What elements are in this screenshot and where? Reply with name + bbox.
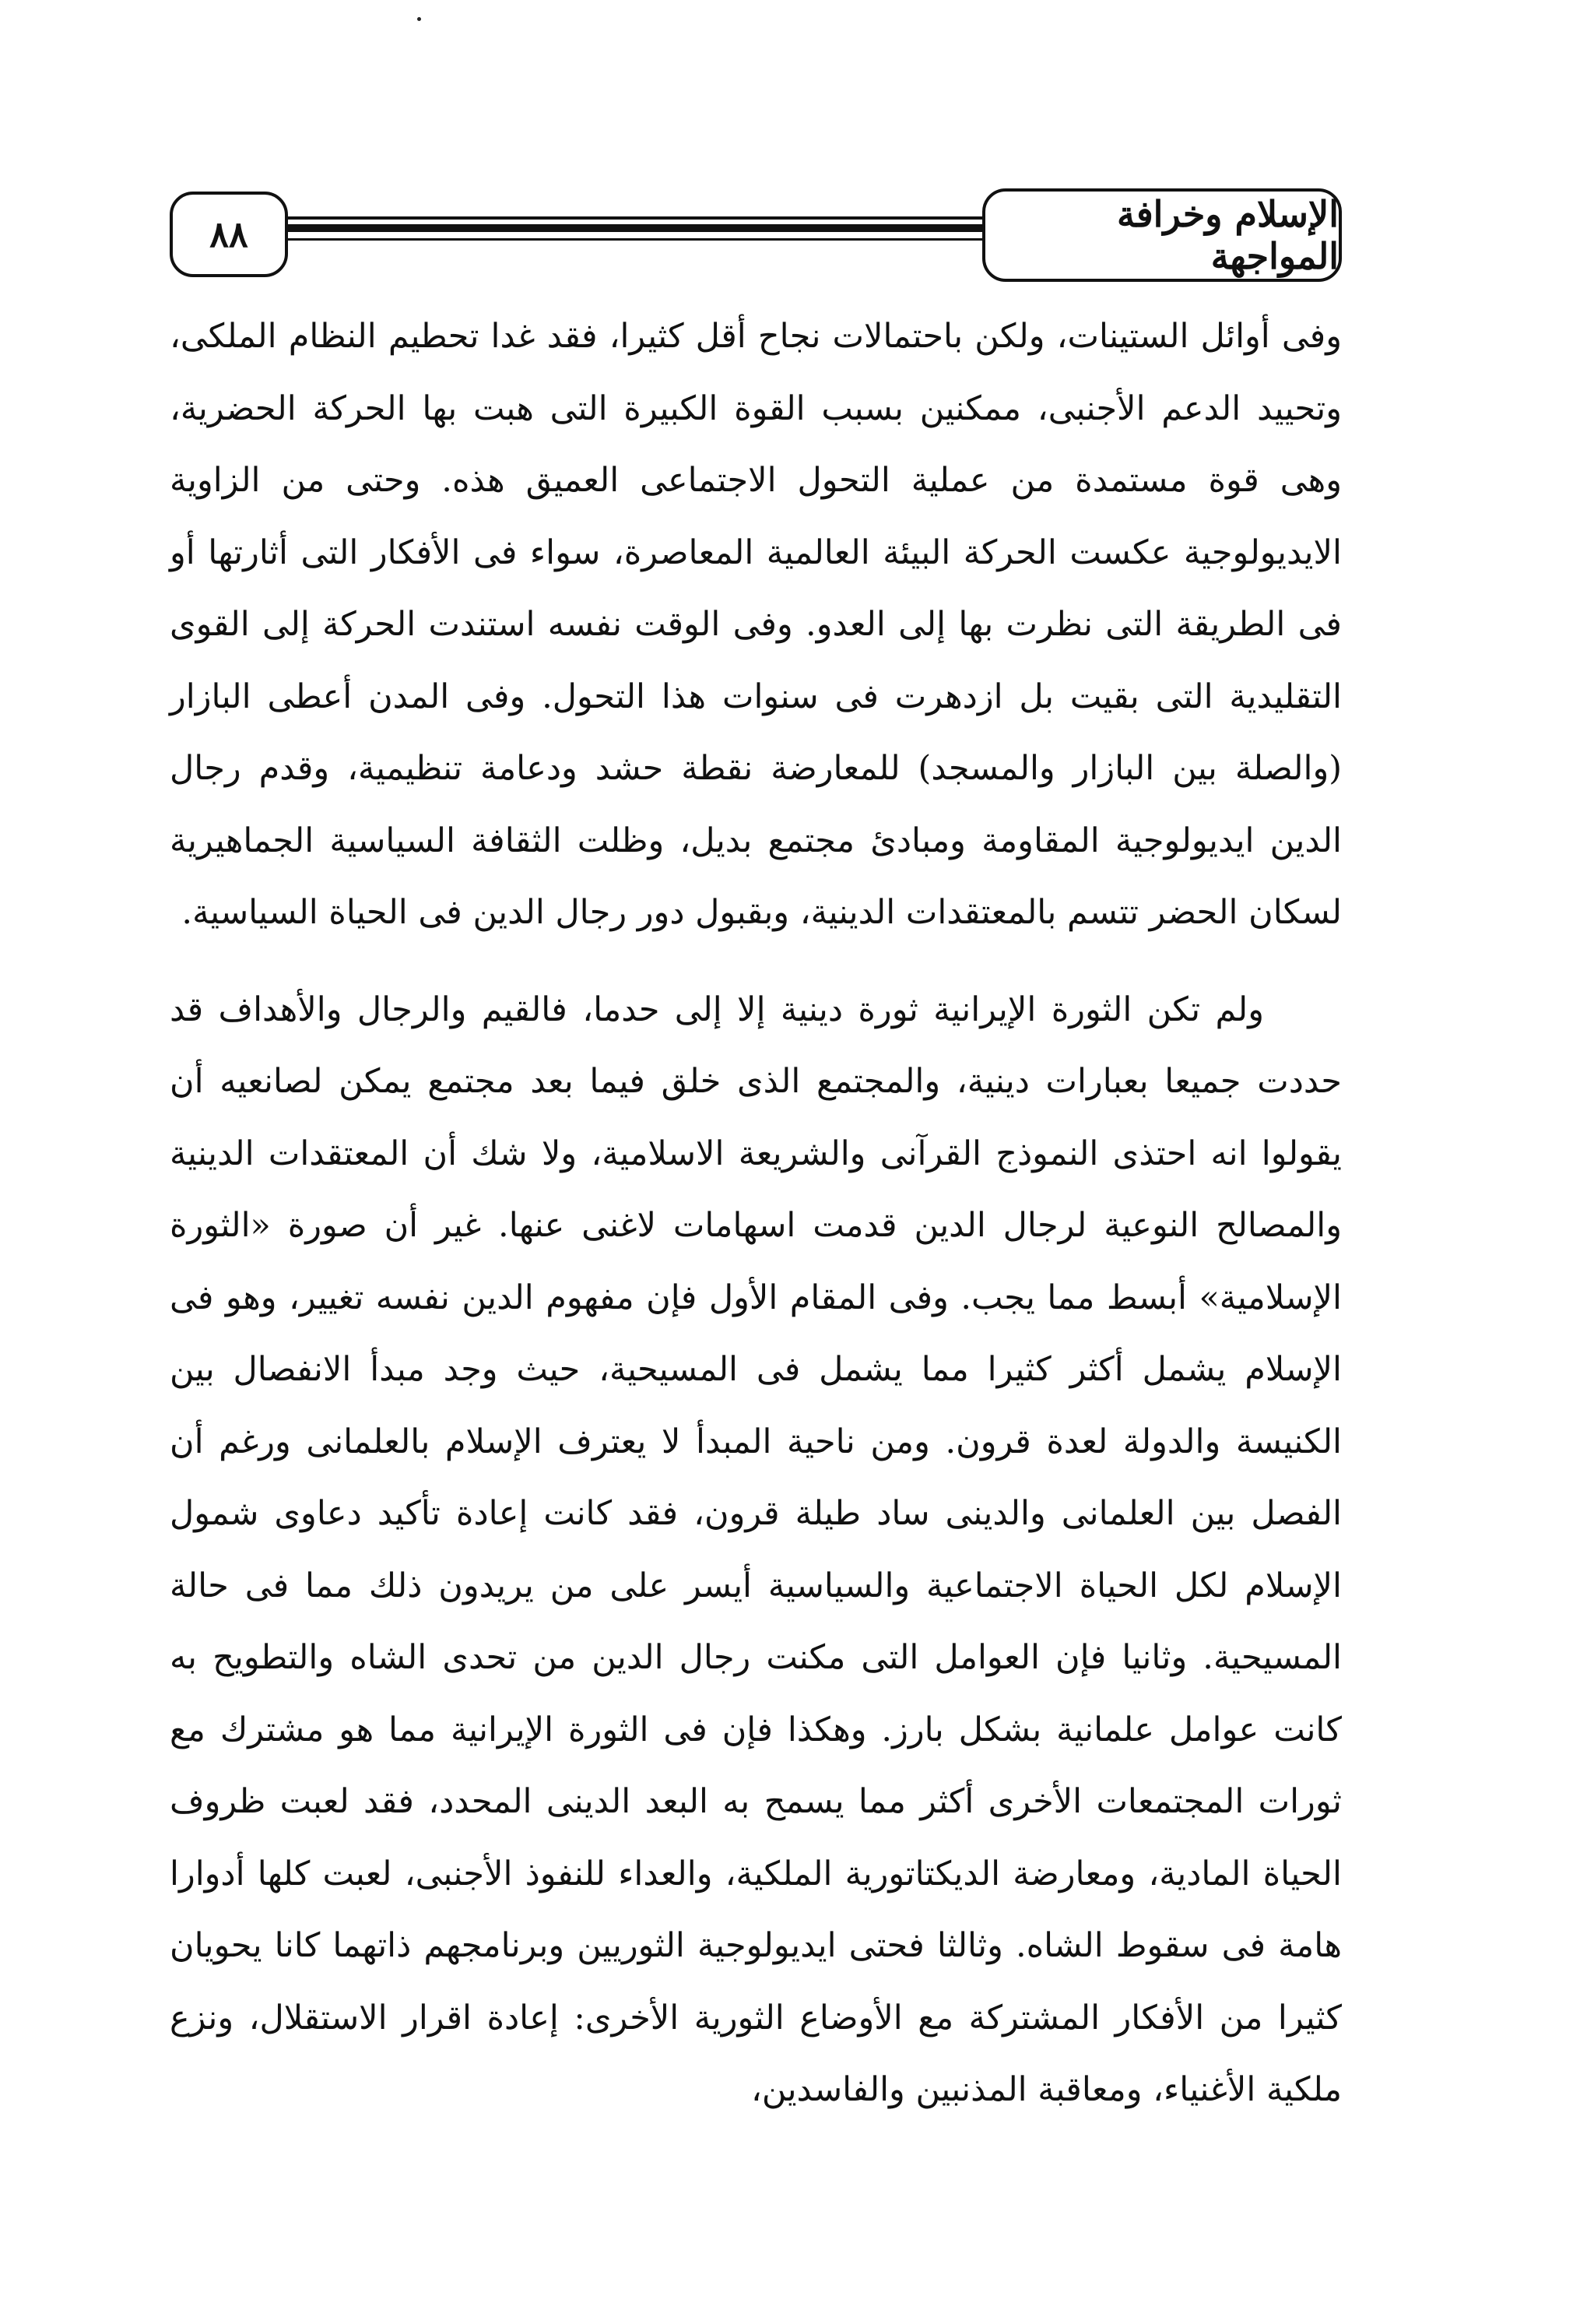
scan-speck bbox=[417, 17, 421, 21]
page-header bbox=[170, 185, 1342, 290]
running-title: الإسلام وخرافة المواجهة bbox=[982, 188, 1342, 282]
paragraph-2: ولم تكن الثورة الإيرانية ثورة دينية إلا إلى حدما، فالقيم والرجال والأهداف قد حددت جميعا بعبارات دينية، والمجتمع الذى خلق فيما بعد مجتمع يمكن لصانعيه أن يقولوا انه احتذى النموذج القرآنى والشريعة الاسلامية، ولا شك أن المعتقدات الدينية والمصالح النوعية لرجال الدين قدمت اسهامات لاغنى عنها. غير أن صورة «الثورة الإسلامية» أبسط مما يجب. وفى المقام الأول فإن مفهوم الدين نفسه تغيير، وهو فى الإسلام يشمل أكثر كثيرا مما يشمل فى المسيحية، حيث وجد مبدأ الانفصال بين الكنيسة والدولة لعدة قرون. ومن ناحية المبدأ لا يعترف الإسلام بالعلمانى ورغم أن الفصل بين العلمانى والدينى ساد طيلة قرون، فقد كانت إعادة تأكيد دعاوى شمول الإسلام لكل الحياة الاجتماعية والسياسية أيسر على من يريدون ذلك مما فى حالة المسيحية. وثانيا فإن العوامل التى مكنت رجال الدين من تحدى الشاه والتطويح به كانت عوامل علمانية بشكل بارز. وهكذا فإن فى الثورة الإيرانية مما هو مشترك مع ثورات المجتمعات الأخرى أكثر مما يسمح به البعد الدينى المحدد، فقد لعبت ظروف الحياة المادية، ومعارضة الديكتاتورية الملكية، والعداء للنفوذ الأجنبى، لعبت كلها أدوارا هامة فى سقوط الشاه. وثالثا فحتى ايديولوجية الثوريين وبرنامجهم ذاتهما كانا يحويان كثيرا من الأفكار المشتركة مع الأوضاع الثورية الأخرى: إعادة اقرار الاستقلال، ونزع ملكية الأغنياء، ومعاقبة المذنبين والفاسدين، bbox=[170, 990, 1342, 2109]
header-rule-thick bbox=[288, 224, 985, 232]
page-body bbox=[170, 301, 1342, 2126]
header-rule-thin-top bbox=[288, 216, 985, 220]
page-number: ٨٨ bbox=[170, 192, 288, 277]
header-rule-thin-bottom bbox=[288, 238, 985, 241]
paragraph-1: وفى أوائل الستينات، ولكن باحتمالات نجاح أقل كثيرا، فقد غدا تحطيم النظام الملكى، وتحييد الدعم الأجنبى، ممكنين بسبب القوة الكبيرة التى هبت بها الحركة الحضرية، وهى قوة مستمدة من عملية التحول الاجتماعى العميق هذه. وحتى من الزاوية الايديولوجية عكست الحركة البيئة العالمية المعاصرة، سواء فى الأفكار التى أثارتها أو فى الطريقة التى نظرت بها إلى العدو. وفى الوقت نفسه استندت الحركة إلى القوى التقليدية التى بقيت بل ازدهرت فى سنوات هذا التحول. وفى المدن أعطى البازار (والصلة بين البازار والمسجد) للمعارضة نقطة حشد ودعامة تنظيمية، وقدم رجال الدين ايديولوجية المقاومة ومبادئ مجتمع بديل، وظلت الثقافة السياسية الجماهيرية لسكان الحضر تتسم بالمعتقدات الدينية، وبقبول دور رجال الدين فى الحياة السياسية. bbox=[170, 317, 1342, 932]
